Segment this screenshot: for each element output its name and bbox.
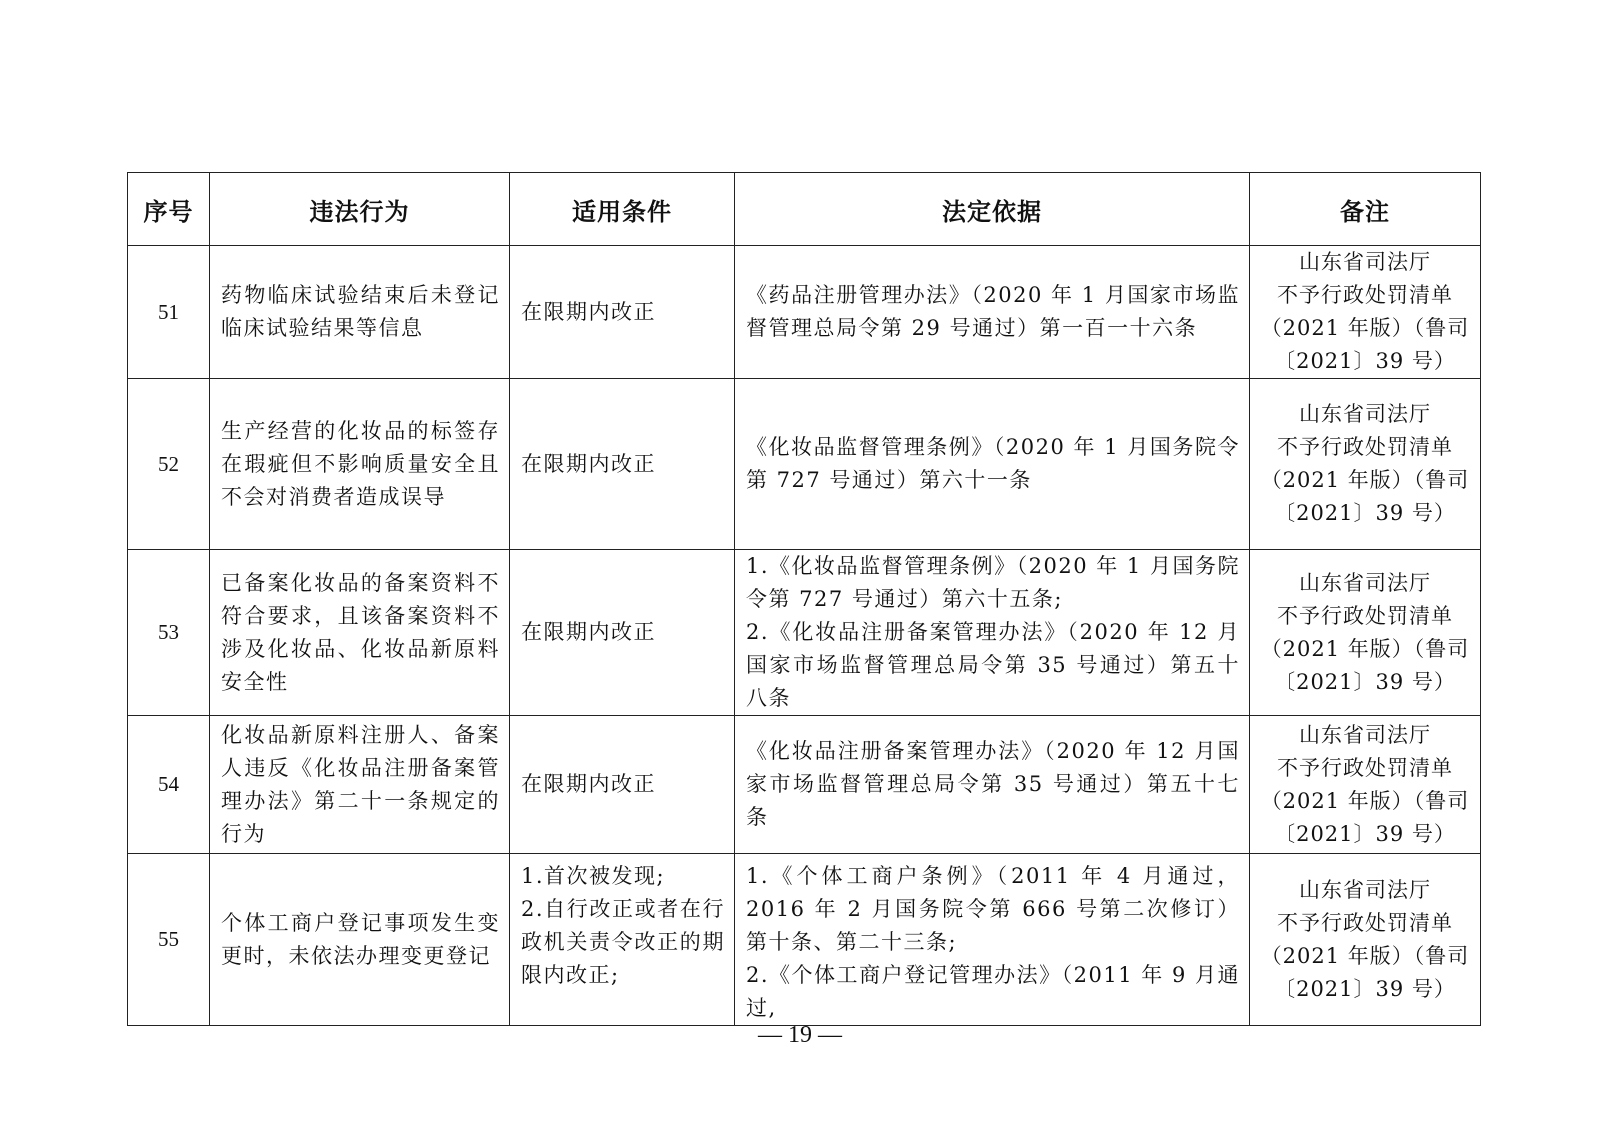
row-violation: 个体工商户登记事项发生变更时，未依法办理变更登记 xyxy=(210,854,510,1026)
header-serial-number: 序号 xyxy=(128,173,210,246)
row-remarks xyxy=(1250,550,1481,716)
legal-basis-item: 2.《化妆品注册备案管理办法》（2020 年 12 月国家市场监督管理总局令第 35 号通过）第五十八条 xyxy=(746,620,1240,710)
remark-line: 〔2021〕39 号） xyxy=(1274,501,1456,525)
remark-line: 〔2021〕39 号） xyxy=(1274,669,1456,694)
remark-line: 不予行政处罚清单 xyxy=(1277,755,1453,780)
remark-line: 〔2021〕39 号） xyxy=(1274,821,1456,846)
remark-line: 山东省司法厅 xyxy=(1299,570,1431,595)
legal-basis-item: 《药品注册管理办法》（2020 年 1 月国家市场监督管理总局令第 29 号通过）第一百一十六条 xyxy=(746,283,1240,340)
legal-basis-item: 1.《化妆品监督管理条例》（2020 年 1 月国务院令第 727 号通过）第六十五条; xyxy=(746,554,1240,611)
legal-basis-item: 2.《个体工商户登记管理办法》（2011 年 9 月通过, xyxy=(746,963,1240,1020)
header-conditions: 适用条件 xyxy=(510,173,735,246)
row-condition: 在限期内改正 xyxy=(510,379,735,550)
legal-basis-item: 《化妆品注册备案管理办法》（2020 年 12 月国家市场监督管理总局令第 35 号通过）第五十七条 xyxy=(746,739,1240,829)
header-violation: 违法行为 xyxy=(210,173,510,246)
row-condition: 在限期内改正 xyxy=(510,246,735,379)
row-condition: 在限期内改正 xyxy=(510,550,735,716)
row-violation: 已备案化妆品的备案资料不符合要求，且该备案资料不涉及化妆品、化妆品新原料安全性 xyxy=(210,550,510,716)
row-remarks xyxy=(1250,246,1481,379)
page-number: — 19 — xyxy=(758,1022,842,1048)
remark-line: 山东省司法厅 xyxy=(1299,250,1431,274)
penalty-exemption-table xyxy=(127,172,1481,1026)
row-serial-number: 51 xyxy=(128,246,210,379)
row-serial-number: 54 xyxy=(128,716,210,854)
remark-line: 〔2021〕39 号） xyxy=(1274,349,1456,373)
remark-line: 山东省司法厅 xyxy=(1299,402,1431,426)
row-legal-basis xyxy=(735,550,1250,716)
legal-basis-item: 《化妆品监督管理条例》（2020 年 1 月国务院令第 727 号通过）第六十一条 xyxy=(746,435,1240,492)
table-row xyxy=(128,246,1481,379)
remark-line: 不予行政处罚清单 xyxy=(1277,910,1453,935)
row-serial-number: 55 xyxy=(128,854,210,1026)
condition-item: 2.自行改正或者在行政机关责令改正的期限内改正; xyxy=(521,897,725,987)
remark-line: （2021 年版）（鲁司 xyxy=(1260,943,1470,968)
row-remarks xyxy=(1250,379,1481,550)
remark-line: （2021 年版）（鲁司 xyxy=(1260,468,1470,492)
legal-basis-item: 1.《个体工商户条例》（2011 年 4 月通过，2016 年 2 月国务院令第 666 号第二次修订）第十条、第二十三条; xyxy=(746,864,1240,954)
table-row xyxy=(128,550,1481,716)
header-legal-basis: 法定依据 xyxy=(735,173,1250,246)
row-remarks xyxy=(1250,716,1481,854)
row-violation: 生产经营的化妆品的标签存在瑕疵但不影响质量安全且不会对消费者造成误导 xyxy=(210,379,510,550)
row-condition xyxy=(510,854,735,1026)
remark-line: （2021 年版）（鲁司 xyxy=(1260,636,1470,661)
row-violation: 药物临床试验结束后未登记临床试验结果等信息 xyxy=(210,246,510,379)
table-row xyxy=(128,716,1481,854)
remark-line: 不予行政处罚清单 xyxy=(1277,603,1453,628)
row-condition: 在限期内改正 xyxy=(510,716,735,854)
remark-line: 不予行政处罚清单 xyxy=(1277,283,1453,307)
row-violation: 化妆品新原料注册人、备案人违反《化妆品注册备案管理办法》第二十一条规定的行为 xyxy=(210,716,510,854)
row-legal-basis xyxy=(735,716,1250,854)
row-serial-number: 53 xyxy=(128,550,210,716)
condition-item: 1.首次被发现; xyxy=(521,864,666,888)
table-header-row xyxy=(128,173,1481,246)
remark-line: （2021 年版）（鲁司 xyxy=(1260,788,1470,813)
remark-line: 不予行政处罚清单 xyxy=(1277,435,1453,459)
remark-line: （2021 年版）（鲁司 xyxy=(1260,316,1470,340)
remark-line: 〔2021〕39 号） xyxy=(1274,976,1456,1001)
remark-line: 山东省司法厅 xyxy=(1299,877,1431,902)
header-remarks: 备注 xyxy=(1250,173,1481,246)
row-remarks xyxy=(1250,854,1481,1026)
row-serial-number: 52 xyxy=(128,379,210,550)
row-legal-basis xyxy=(735,854,1250,1026)
row-legal-basis xyxy=(735,246,1250,379)
table-row xyxy=(128,379,1481,550)
remark-line: 山东省司法厅 xyxy=(1299,722,1431,747)
row-legal-basis xyxy=(735,379,1250,550)
table-row xyxy=(128,854,1481,1026)
